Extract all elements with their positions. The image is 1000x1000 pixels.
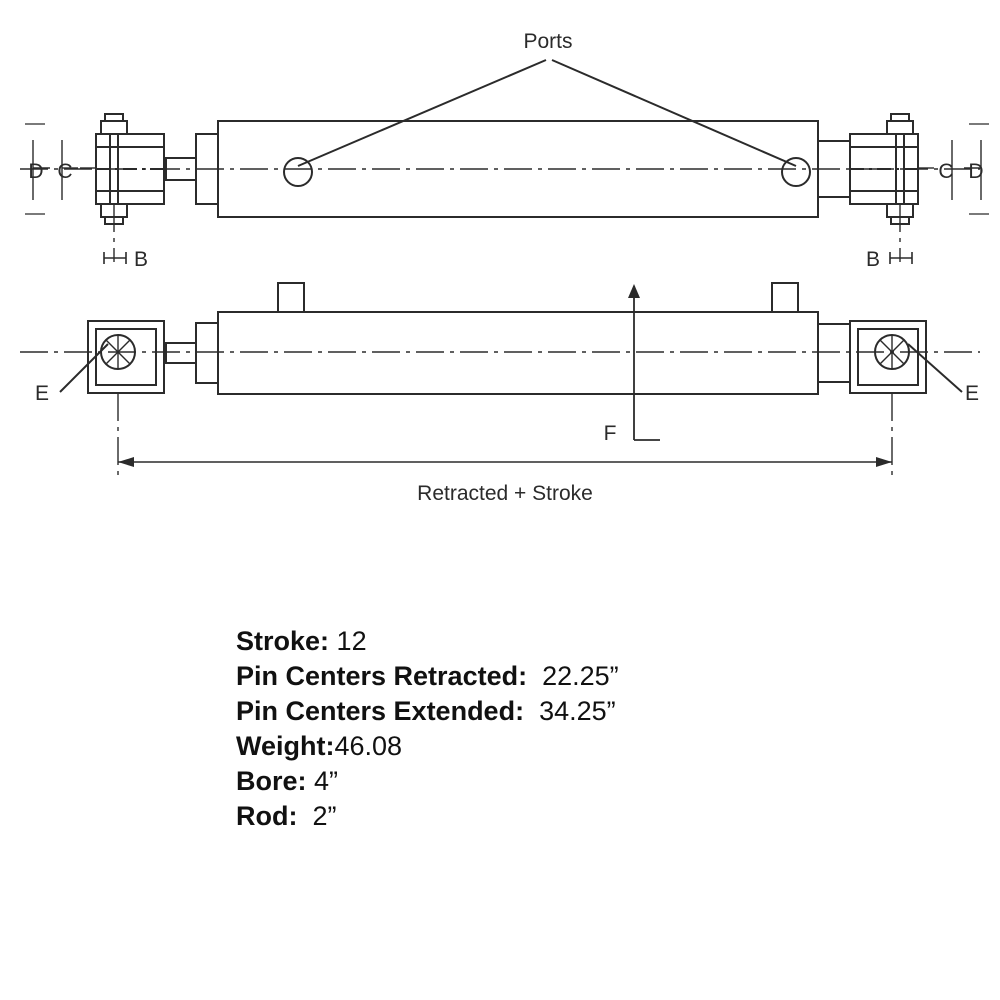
section-label-f: F bbox=[603, 422, 617, 445]
spec-label-stroke: Stroke: bbox=[236, 626, 330, 656]
side-view-port-boss-left bbox=[278, 283, 304, 312]
side-view-rod bbox=[166, 343, 196, 363]
side-view-barrel bbox=[218, 312, 818, 394]
section-label-b-right: B bbox=[865, 248, 881, 271]
dimension-label-d-right: D bbox=[968, 160, 984, 183]
ports-callout-label: Ports bbox=[523, 30, 573, 53]
overall-dimension-label: Retracted + Stroke bbox=[417, 482, 593, 505]
spec-value-bore: 4” bbox=[314, 766, 339, 796]
ports-leader-left bbox=[298, 60, 546, 166]
spec-row-pin-centers-retracted bbox=[236, 659, 936, 694]
side-view-port-boss-right bbox=[772, 283, 798, 312]
spec-row-stroke bbox=[236, 624, 936, 659]
side-view-left-mount bbox=[88, 321, 164, 393]
spec-row-pin-centers-extended bbox=[236, 694, 936, 729]
spec-label-pin-centers-retracted: Pin Centers Retracted: bbox=[236, 661, 528, 691]
section-label-e-right: E bbox=[964, 382, 980, 405]
section-label-b-left: B bbox=[133, 248, 149, 271]
spec-value-rod: 2” bbox=[312, 801, 337, 831]
spec-value-weight: 46.08 bbox=[334, 731, 403, 761]
dimension-label-c-left: C bbox=[57, 160, 73, 183]
left-pin-head bbox=[101, 121, 127, 134]
side-view-right-base bbox=[818, 324, 850, 382]
side-view-gland bbox=[196, 323, 218, 383]
spec-row-weight bbox=[236, 729, 936, 764]
section-label-e-left: E bbox=[34, 382, 50, 405]
specification-list bbox=[236, 624, 936, 834]
right-pin-head bbox=[887, 121, 913, 134]
dimension-label-c-right: C bbox=[938, 160, 954, 183]
spec-label-bore: Bore: bbox=[236, 766, 307, 796]
spec-value-stroke: 12 bbox=[336, 626, 367, 656]
spec-row-rod bbox=[236, 799, 936, 834]
spec-row-bore bbox=[236, 764, 936, 799]
spec-label-pin-centers-extended: Pin Centers Extended: bbox=[236, 696, 525, 726]
ports-leader-right bbox=[552, 60, 796, 166]
spec-label-rod: Rod: bbox=[236, 801, 298, 831]
side-view-right-mount bbox=[850, 321, 926, 393]
spec-value-pin-centers-extended: 34.25” bbox=[539, 696, 616, 726]
spec-value-pin-centers-retracted: 22.25” bbox=[542, 661, 619, 691]
spec-label-weight: Weight: bbox=[236, 731, 335, 761]
dimension-label-d-left: D bbox=[28, 160, 44, 183]
